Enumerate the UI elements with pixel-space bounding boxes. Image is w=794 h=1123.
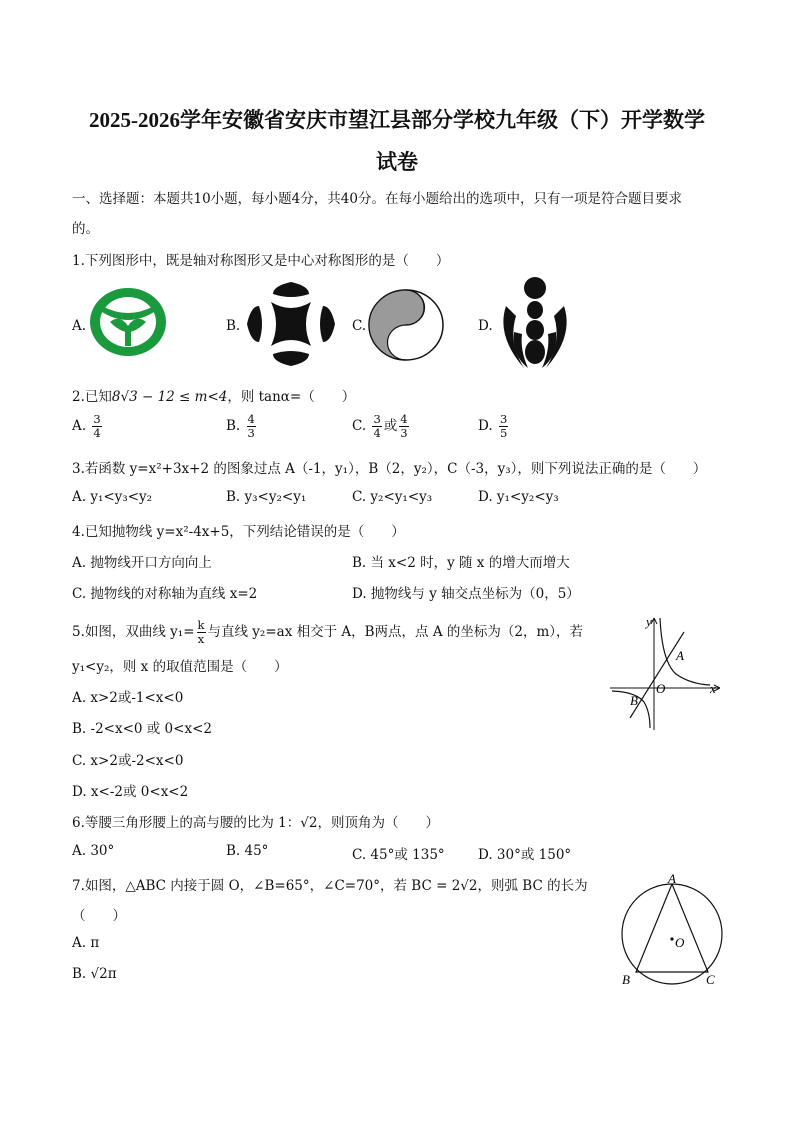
q1-option-b-label: B. [226, 318, 241, 334]
q4-option-b: B. 当 x<2 时，y 随 x 的增大而增大 [352, 555, 570, 571]
q6-option-a: A. 30° [72, 843, 115, 859]
q5-stem-fraction [197, 619, 206, 646]
q2-stem-expression: 8√3 − 12 ≤ m<4 [111, 389, 228, 405]
q1-option-a-label: A. [72, 318, 87, 334]
q2-option-b-label: B. [226, 418, 241, 434]
q2-stem [72, 385, 355, 405]
q7-inscribed-triangle-figure [614, 874, 730, 990]
q7-fig-vertex-a-label: A [668, 874, 676, 886]
q1-stem: 1.下列图形中，既是轴对称图形又是中心对称图形的是（ ） [72, 253, 450, 269]
q2-stem-prefix: 2.已知 [72, 389, 112, 405]
fraction-denominator: 4 [93, 426, 101, 440]
fraction-numerator: 3 [499, 412, 508, 426]
q7-stem-line1: 7.如图，△ABC 内接于圆 O，∠B=65°，∠C=70°，若 BC = 2√2，则弧 BC 的长为 [72, 878, 588, 894]
q2-option-a-fraction [92, 413, 101, 440]
fraction-denominator: x [197, 632, 205, 646]
q5-stem-line2: y₁<y₂，则 x 的取值范围是（ ） [72, 659, 288, 675]
q2-option-d [478, 413, 510, 440]
q7-option-a: A. π [72, 935, 100, 951]
q4-option-c: C. 抛物线的对称轴为直线 x=2 [72, 586, 258, 602]
q1-option-d-flame-pattern-icon [494, 276, 576, 372]
q2-option-c-fraction-1 [372, 413, 381, 440]
q2-option-b-fraction [247, 413, 256, 440]
q4-option-d: D. 抛物线与 y 轴交点坐标为（0，5） [352, 586, 580, 602]
q2-option-a [72, 413, 104, 440]
exam-title-line2: 试卷 [376, 150, 418, 174]
q1-option-b-four-petal-icon [243, 280, 339, 368]
q5-hyperbola-line-figure [606, 612, 728, 734]
q7-fig-vertex-b-label: B [622, 972, 630, 987]
q1-option-a-green-symbol-icon [88, 286, 168, 358]
q2-option-c-label: C. [352, 418, 367, 434]
q2-option-c-or: 或 [383, 418, 398, 434]
q4-option-a: A. 抛物线开口方向向上 [72, 555, 212, 571]
q4-stem: 4.已知抛物线 y=x²-4x+5，下列结论错误的是（ ） [72, 524, 405, 540]
q5-fig-origin-label: O [656, 681, 666, 696]
q5-fig-point-b-label: B [630, 693, 638, 708]
q3-option-c: C. y₂<y₁<y₃ [352, 489, 433, 505]
q1-option-d-label: D. [478, 318, 493, 334]
q5-fig-x-label: x [710, 681, 716, 696]
fraction-numerator: 3 [373, 412, 381, 426]
fraction-numerator: 3 [93, 412, 101, 426]
q1-option-c-label: C. [352, 318, 367, 334]
q5-stem-prefix: 5.如图，双曲线 y₁= [72, 624, 195, 640]
q7-fig-center-o-label: O [675, 935, 685, 950]
fraction-denominator: 5 [499, 426, 508, 440]
fraction-denominator: 3 [400, 426, 408, 440]
q5-stem-suffix: 与直线 y₂=ax 相交于 A，B两点，点 A 的坐标为（2，m），若 [207, 624, 584, 640]
q3-option-d: D. y₁<y₂<y₃ [478, 489, 559, 505]
q1-option-c-swirl-circle-icon [366, 287, 446, 363]
q3-option-a: A. y₁<y₃<y₂ [72, 489, 153, 505]
q6-stem: 6.等腰三角形腰上的高与腰的比为 1：√2，则顶角为（ ） [72, 815, 439, 831]
exam-title-line1: 2025-2026学年安徽省安庆市望江县部分学校九年级（下）开学数学 [89, 108, 705, 132]
q5-option-c: C. x>2或-2<x<0 [72, 753, 184, 769]
fraction-numerator: 4 [247, 412, 255, 426]
q3-option-b: B. y₃<y₂<y₁ [226, 489, 307, 505]
q2-stem-suffix: ，则 tanα=（ ） [227, 389, 356, 405]
q2-option-d-fraction [499, 413, 508, 440]
q5-stem-line1 [72, 619, 583, 646]
q5-fig-point-a-label: A [676, 648, 684, 663]
q2-option-a-label: A. [72, 418, 87, 434]
q7-stem-line2: （ ） [72, 908, 126, 924]
q7-fig-vertex-c-label: C [706, 972, 715, 987]
q2-option-b [226, 413, 258, 440]
q2-option-d-label: D. [478, 418, 493, 434]
section1-instructions-line1: 一、选择题：本题共10小题，每小题4分，共40分。在每小题给出的选项中，只有一项是符合题目要求 [72, 191, 682, 207]
q3-stem: 3.若函数 y=x²+3x+2 的图象过点 A（-1，y₁），B（2，y₂），C（-3，y₃），则下列说法正确的是（ ） [72, 461, 707, 477]
q5-option-d: D. x<-2或 0<x<2 [72, 784, 189, 800]
q5-option-b: B. -2<x<0 或 0<x<2 [72, 721, 212, 737]
fraction-denominator: 4 [373, 426, 381, 440]
q5-option-a: A. x>2或-1<x<0 [72, 690, 184, 706]
fraction-numerator: 4 [400, 412, 408, 426]
q5-fig-y-label: y [646, 614, 652, 629]
q7-option-b: B. √2π [72, 966, 117, 982]
q6-option-d: D. 30°或 150° [478, 847, 572, 863]
section1-instructions-line2: 的。 [72, 221, 99, 237]
q2-option-c [352, 413, 411, 440]
q6-option-c: C. 45°或 135° [352, 847, 445, 863]
q6-option-b: B. 45° [226, 843, 269, 859]
fraction-denominator: 3 [247, 426, 255, 440]
q2-option-c-fraction-2 [399, 413, 408, 440]
fraction-numerator: k [197, 618, 205, 632]
